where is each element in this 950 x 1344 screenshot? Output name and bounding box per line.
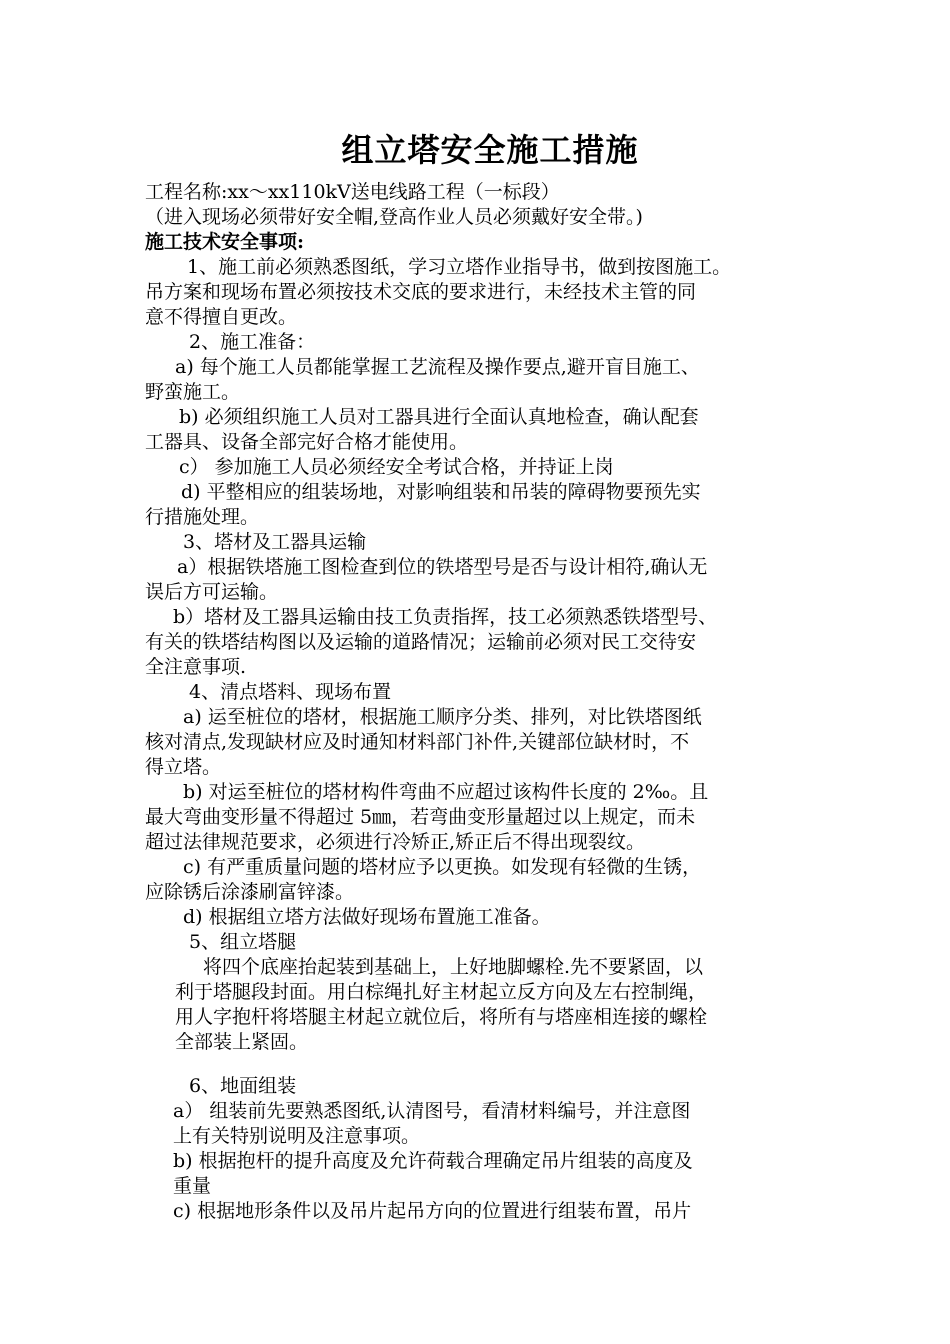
paragraph-line: 重量 <box>173 1175 212 1197</box>
paragraph-gap <box>145 1055 825 1074</box>
paragraph-line: 得立塔。 <box>145 756 222 778</box>
paragraph-line: 全部装上紧固。 <box>175 1031 309 1053</box>
paragraph-line: 误后方可运输。 <box>145 581 279 603</box>
paragraph-line: 核对清点,发现缺材应及时通知材料部门补件,关键部位缺材时，不 <box>145 731 690 753</box>
paragraph-line: 野蛮施工。 <box>145 381 241 403</box>
paragraph-line: d) 平整相应的组装场地，对影响组装和吊装的障碍物要预先实 <box>181 481 701 503</box>
paragraph-line: c) 根据地形条件以及吊片起吊方向的位置进行组装布置，吊片 <box>173 1200 692 1222</box>
paragraph-line: b) 对运至桩位的塔材构件弯曲不应超过该构件长度的 2‰。且 <box>183 781 709 803</box>
subheading-line: 2、施工准备： <box>189 331 316 353</box>
paragraph-line: 全注意事项. <box>145 656 247 678</box>
section-heading: 施工技术安全事项: <box>145 231 305 253</box>
paragraph-line: 有关的铁塔结构图以及运输的道路情况；运输前必须对民工交待安 <box>145 631 697 653</box>
paragraph-line: 将四个底座抬起装到基础上，上好地脚螺栓.先不要紧固，以 <box>203 956 704 978</box>
project-name-line: 工程名称:xx～xx110kV送电线路工程（一标段） <box>145 181 560 203</box>
safety-note-line: （进入现场必须带好安全帽,登高作业人员必须戴好安全带。) <box>145 206 643 228</box>
paragraph-line: a） 组装前先要熟悉图纸,认清图号，看清材料编号，并注意图 <box>173 1100 691 1122</box>
page-title: 组立塔安全施工措施 <box>341 131 639 169</box>
subheading-line: 3、塔材及工器具运输 <box>183 531 367 553</box>
paragraph-line: a) 运至桩位的塔材，根据施工顺序分类、排列，对比铁塔图纸 <box>183 706 702 728</box>
paragraph-line: 最大弯曲变形量不得超过 5㎜，若弯曲变形量超过以上规定，而未 <box>145 806 696 828</box>
paragraph-line: 用人字抱杆将塔腿主材起立就位后，将所有与塔座相连接的螺栓 <box>175 1006 708 1028</box>
paragraph-line: 利于塔腿段封面。用白棕绳扎好主材起立反方向及左右控制绳， <box>175 981 708 1003</box>
subheading-line: 6、地面组装 <box>189 1075 297 1097</box>
paragraph-line: b）塔材及工器具运输由技工负责指挥，技工必须熟悉铁塔型号、 <box>173 606 718 628</box>
paragraph-line: 1、施工前必须熟悉图纸，学习立塔作业指导书，做到按图施工。 <box>187 256 732 278</box>
paragraph-line: a）根据铁塔施工图检查到位的铁塔型号是否与设计相符,确认无 <box>177 556 708 578</box>
paragraph-line: 意不得擅自更改。 <box>145 306 298 328</box>
paragraph-line: a) 每个施工人员都能掌握工艺流程及操作要点,避开盲目施工、 <box>175 356 700 378</box>
paragraph-line: d) 根据组立塔方法做好现场布置施工准备。 <box>183 906 551 928</box>
paragraph-line: c) 有严重质量问题的塔材应予以更换。如发现有轻微的生锈， <box>183 856 702 878</box>
paragraph-line: b) 必须组织施工人员对工器具进行全面认真地检查，确认配套 <box>179 406 699 428</box>
paragraph-line: 超过法律规范要求，必须进行冷矫正,矫正后不得出现裂纹。 <box>145 831 646 853</box>
subheading-line: 4、清点塔料、现场布置 <box>189 681 392 703</box>
subheading-line: 5、组立塔腿 <box>189 931 297 953</box>
paragraph-line: 工器具、设备全部完好合格才能使用。 <box>145 431 469 453</box>
paragraph-line: 吊方案和现场布置必须按技术交底的要求进行，未经技术主管的同 <box>145 281 697 303</box>
paragraph-line: b) 根据抱杆的提升高度及允许荷载合理确定吊片组装的高度及 <box>173 1150 693 1172</box>
paragraph-line: 行措施处理。 <box>145 506 260 528</box>
document-body <box>145 180 825 1224</box>
paragraph-line: 应除锈后涂漆刷富锌漆。 <box>145 881 355 903</box>
paragraph-line: 上有关特别说明及注意事项。 <box>173 1125 421 1147</box>
paragraph-line: c） 参加施工人员必须经安全考试合格，并持证上岗 <box>179 456 614 478</box>
